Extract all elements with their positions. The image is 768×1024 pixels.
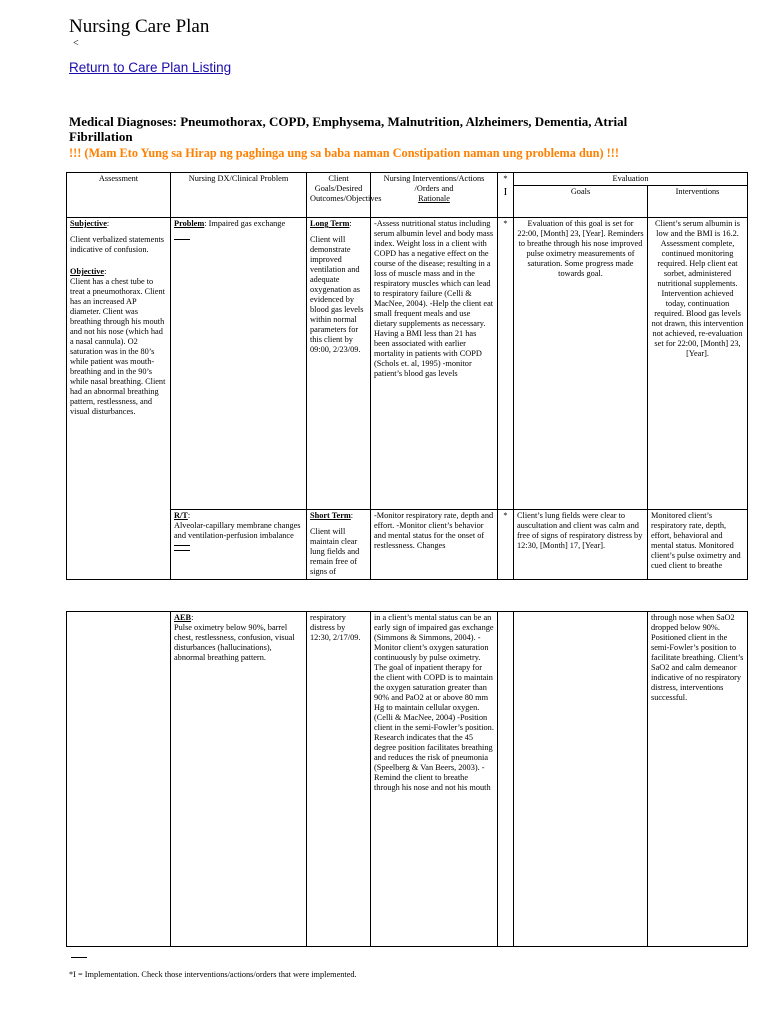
aeb-cell [171, 612, 307, 947]
medical-diagnoses: Medical Diagnoses: Pneumothorax, COPD, Emphysema, Malnutrition, Alzheimers, Dementia, Atrial Fibrillation [69, 114, 628, 144]
rt-colon: : [187, 511, 191, 520]
aeb-text: Pulse oximetry below 90%, barrel chest, restlessness, confusion, visual disturbances (hallucinations), abnormal breathing pattern. [174, 623, 295, 662]
short-term-colon: : [350, 511, 354, 520]
rt-cell [171, 510, 307, 580]
footnote: *I = Implementation. Check those interventions/actions/orders that were implemented. [69, 970, 357, 979]
subjective-text: Client verbalized statements indicative of confusion. [70, 235, 165, 254]
subjective-colon: : [106, 219, 110, 228]
star-header: * [498, 173, 514, 186]
objective-colon: : [104, 267, 107, 276]
highlight-note: !!! (Mam Eto Yung sa Hirap ng paghinga ung sa baba naman Constipation naman ung problema dun) !!! [69, 146, 619, 160]
nursing-dx-header: Nursing DX/Clinical Problem [171, 173, 307, 218]
return-to-listing-link[interactable]: Return to Care Plan Listing [69, 60, 232, 75]
long-term-label: Long Term [310, 219, 350, 228]
eval-goal-cell: Client’s lung fields were clear to auscultation and client was calm and free of signs of respiratory distress by 12:30, [Month] 17, [Year]. [514, 510, 648, 580]
short-term-text: Client will maintain clear lung fields and remain free of signs of [310, 527, 360, 576]
objective-text: Client has a chest tube to treat a pneumothorax. Client has an increased AP diameter. Client was breathing through his mouth and not his nose (which had a nasal cannula). O2 saturation was in the 80’s while patient was mouth-breathing and in the 90’s while nasal breathing. Client had an abnormal breathing pattern, restlessness, and visual disturbances. [70, 277, 166, 416]
underline-mark [174, 239, 190, 240]
problem-cell [171, 218, 307, 510]
eval-intervention-cell: Client’s serum albumin is low and the BMI is 16.2. Assessment complete, continued monitoring required. Help client eat sorbet, administered nutritional supplements. Intervention achieved today, continuation required. Blood gas levels not drawn, this intervention not achieved, re-evaluation set for 22:00, [Month] 23, [Year]. [648, 218, 748, 510]
footnote-separator [71, 957, 87, 958]
interventions-cell: -Monitor respiratory rate, depth and effort. -Monitor client’s behavior and mental status for the onset of restlessness. Changes [371, 510, 498, 580]
care-plan-table [66, 172, 748, 580]
long-term-text: Client will demonstrate improved ventilation and adequate oxygenation as evidenced by blood gas levels within normal parameters for this client by 09:00, 2/23/09. [310, 235, 364, 354]
eval-goal-cell-continued [514, 612, 648, 947]
problem-label: Problem [174, 219, 205, 228]
short-term-goal-cell [307, 510, 371, 580]
implementation-header: I [498, 186, 514, 218]
subjective-label: Subjective [70, 219, 107, 228]
eval-intervention-cell: Monitored client’s respiratory rate, depth, effort, behavioral and mental status. Monitored client’s pulse oximetry and cued client to breathe [648, 510, 748, 580]
implementation-mark[interactable]: * [498, 218, 514, 510]
implementation-cell-continued [498, 612, 514, 947]
interventions-cell-continued: in a client’s mental status can be an early sign of impaired gas exchange (Simmons & Simmons, 2004). -Monitor client’s oxygen saturation continuously by pulse oximetry. The goal of inpatient therapy for the client with COPD is to maintain the oxygen saturation greater than 90% and PaO2 at or above 80 mm Hg to maintain cellular oxygen. (Celli & MacNee, 2004) -Position client in the semi-Fowler’s position. Research indicates that the 45 degree position facilitates breathing and reduces the risk of pneumonia (Speelberg & Van Beers, 2003). -Remind the client to breathe through his nose and not his mouth [371, 612, 498, 947]
interventions-cell: -Assess nutritional status including serum albumin level and body mass index. Weight loss in a client with COPD has a negative effect on the course of the disease; resulting in a loss of muscle mass and in the respiratory muscles which can lead to respiratory failure (Celli & MacNee, 2004). -Help the client eat small frequent meals and use dietary supplements as necessary. Having a BMI less than 21 has been associated with earlier mortality in patients with COPD (Schols et. al, 1995) -monitor patient’s blood gas levels [371, 218, 498, 510]
aeb-label: AEB [174, 613, 192, 622]
rt-label: R/T [174, 511, 188, 520]
assessment-header: Assessment [67, 173, 171, 218]
underline-mark [174, 545, 190, 546]
rt-text: Alveolar-capillary membrane changes and ventilation-perfusion imbalance [174, 521, 301, 540]
problem-text: : Impaired gas exchange [204, 219, 286, 228]
goals-header: Client Goals/Desired Outcomes/Objectives [307, 173, 371, 218]
care-plan-table-continued [66, 611, 748, 947]
assessment-cell-continued [67, 612, 171, 947]
eval-goals-header: Goals [514, 186, 648, 218]
implementation-mark[interactable]: * [498, 510, 514, 580]
long-term-goal-cell [307, 218, 371, 510]
assessment-cell [67, 218, 171, 580]
eval-goal-cell: Evaluation of this goal is set for 22:00, [Month] 23, [Year]. Reminders to breathe through his nose improved pulse oximetry measurements of saturation. Some progress made towards goal. [514, 218, 648, 510]
interventions-header-text: Nursing Interventions/Actions /Orders and [383, 174, 485, 193]
evaluation-header: Evaluation [514, 173, 748, 186]
interventions-header [371, 173, 498, 218]
stray-character: < [73, 38, 79, 49]
page-title: Nursing Care Plan [69, 16, 210, 37]
underline-mark [174, 550, 190, 551]
eval-interventions-header: Interventions [648, 186, 748, 218]
eval-intervention-cell-continued: through nose when SaO2 dropped below 90%. Positioned client in the semi-Fowler’s position to facilitate breathing. Client’s SaO2 and calm demeanor indicative of no respiratory distress, interventions successful. [648, 612, 748, 947]
short-term-goal-cell-continued: respiratory distress by 12:30, 2/17/09. [307, 612, 371, 947]
rationale-header: Rationale [418, 194, 450, 203]
objective-label: Objective [70, 267, 105, 276]
long-term-colon: : [349, 219, 352, 228]
short-term-label: Short Term [310, 511, 351, 520]
aeb-colon: : [191, 613, 194, 622]
